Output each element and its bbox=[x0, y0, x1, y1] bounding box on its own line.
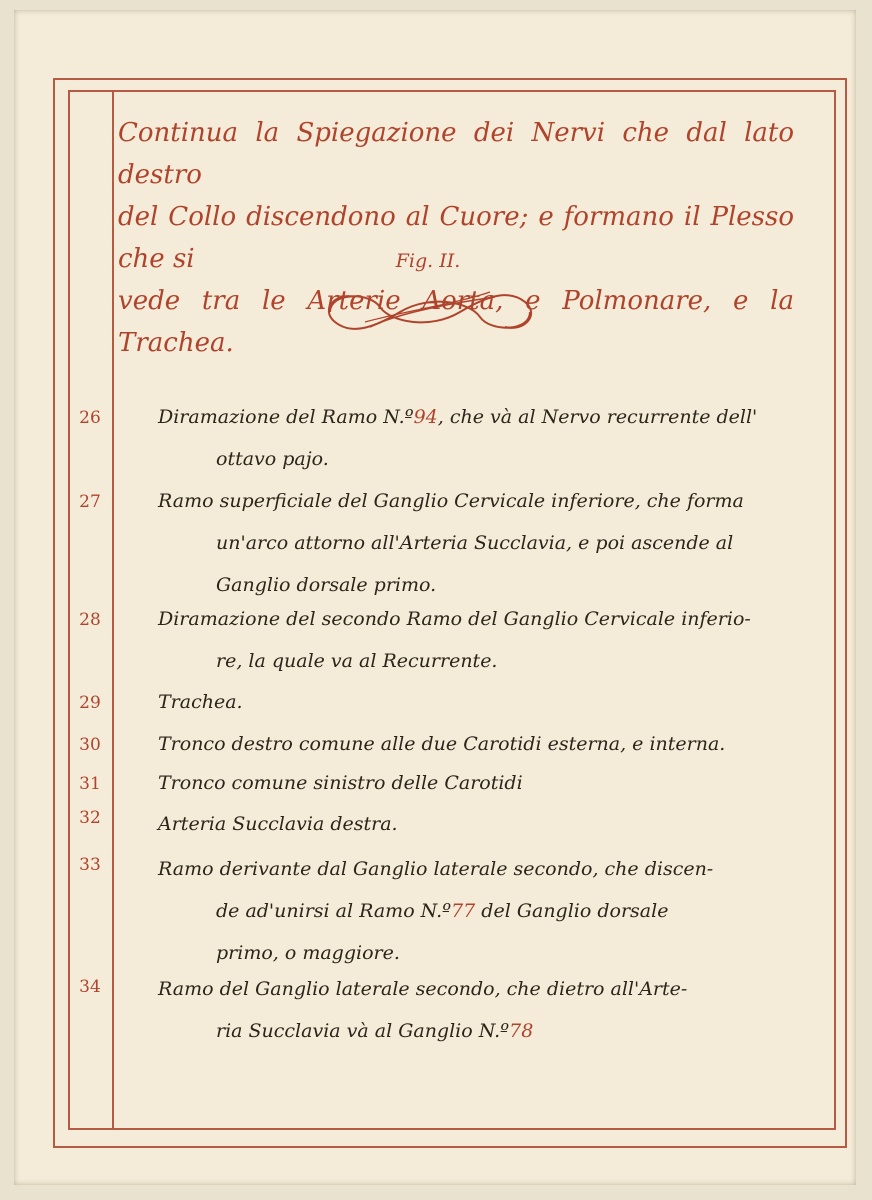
entry-33 bbox=[158, 848, 798, 974]
title-line-1: Continua la Spiegazione dei Nervi che dal lato destro bbox=[118, 118, 794, 190]
entry-30-line-1: Tronco destro comune alle due Carotidi esterna, e interna. bbox=[158, 733, 726, 755]
entry-26 bbox=[158, 396, 798, 480]
entry-27-line-3: Ganglio dorsale primo. bbox=[216, 574, 437, 596]
entry-text: ria Succlavia và al Ganglio N.º bbox=[216, 1020, 510, 1042]
entry-number-30: 30 bbox=[79, 735, 101, 755]
entry-number-26: 26 bbox=[79, 408, 101, 428]
entry-number-28: 28 bbox=[79, 610, 101, 630]
entry-27-line-1: Ramo superficiale del Ganglio Cervicale inferiore, che forma bbox=[158, 490, 744, 512]
figure-reference: Fig. II. bbox=[395, 250, 461, 272]
entry-number-31: 31 bbox=[79, 774, 101, 794]
title-line-3: vede tra le Arterie Aorta, e Polmonare, e la Trachea. bbox=[118, 286, 794, 358]
entry-33-line-3: primo, o maggiore. bbox=[216, 942, 400, 964]
entry-28-line-1: Diramazione del secondo Ramo del Ganglio Cervicale inferio- bbox=[158, 608, 751, 630]
entry-32-line-1: Arteria Succlavia destra. bbox=[158, 813, 398, 835]
entry-27 bbox=[158, 480, 798, 606]
calligraphic-flourish-icon bbox=[310, 282, 550, 342]
margin-rule bbox=[112, 90, 114, 1130]
entry-text: del Ganglio dorsale bbox=[475, 900, 669, 922]
entry-34-line-1: Ramo del Ganglio laterale secondo, che dietro all'Arte- bbox=[158, 978, 688, 1000]
entry-number-29: 29 bbox=[79, 693, 101, 713]
entry-26-line-1 bbox=[158, 396, 798, 438]
entry-32 bbox=[158, 803, 798, 845]
reference-number: 77 bbox=[451, 900, 476, 922]
entry-text: de ad'unirsi al Ramo N.º bbox=[216, 900, 452, 922]
entry-number-34: 34 bbox=[79, 977, 101, 997]
entry-30 bbox=[158, 723, 798, 765]
entry-29 bbox=[158, 681, 798, 723]
entry-28 bbox=[158, 598, 798, 682]
entry-28-line-2: re, la quale va al Recurrente. bbox=[216, 650, 498, 672]
entry-34-line-2 bbox=[158, 1010, 798, 1052]
entry-34 bbox=[158, 968, 798, 1052]
title-line-2: del Collo discendono al Cuore; e formano il Plesso che si bbox=[118, 202, 794, 274]
entry-27-line-2: un'arco attorno all'Arteria Succlavia, e poi ascende al bbox=[216, 532, 734, 554]
reference-number: 94 bbox=[413, 406, 438, 428]
entry-33-line-2 bbox=[158, 890, 798, 932]
entry-text: Diramazione del Ramo N.º bbox=[158, 406, 414, 428]
entry-31-line-1: Tronco comune sinistro delle Carotidi bbox=[158, 772, 523, 794]
reference-number: 78 bbox=[509, 1020, 534, 1042]
entry-number-33: 33 bbox=[79, 855, 101, 875]
entry-31 bbox=[158, 762, 798, 804]
entry-number-32: 32 bbox=[79, 808, 101, 828]
entry-number-27: 27 bbox=[79, 492, 101, 512]
entry-33-line-1: Ramo derivante dal Ganglio laterale secondo, che discen- bbox=[158, 858, 714, 880]
entry-26-line-2: ottavo pajo. bbox=[216, 448, 329, 470]
entry-29-line-1: Trachea. bbox=[158, 691, 243, 713]
entry-text: , che và al Nervo recurrente dell' bbox=[437, 406, 758, 428]
